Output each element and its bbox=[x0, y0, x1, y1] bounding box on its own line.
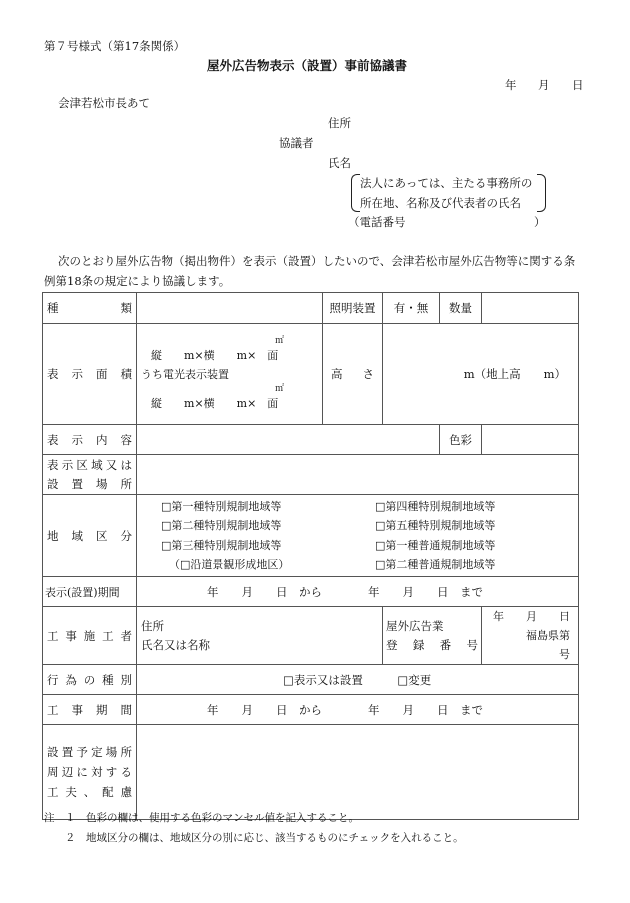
registration-field[interactable] bbox=[482, 607, 614, 665]
district-option-2[interactable]: □第二種特別規制地域等 bbox=[161, 519, 282, 532]
row-period bbox=[43, 577, 579, 607]
act-field[interactable]: □表示又は設置 □変更 bbox=[137, 665, 579, 695]
row-zone-place bbox=[43, 455, 579, 495]
period-label: 表示(設置)期間 bbox=[43, 577, 137, 607]
color-label: 色彩 bbox=[440, 425, 482, 455]
row-content bbox=[43, 425, 579, 455]
row-consideration bbox=[43, 725, 579, 820]
registration-label bbox=[383, 607, 482, 665]
lighting-label: 照明装置 bbox=[323, 293, 383, 324]
contractor-address-label: 住所 bbox=[141, 618, 164, 633]
height-field[interactable]: m（地上高 m） bbox=[383, 324, 579, 425]
district-option-roadside[interactable]: （□沿道景観形成地区） bbox=[169, 558, 290, 571]
district-option-5[interactable]: □第五種特別規制地域等 bbox=[375, 519, 496, 532]
row-act bbox=[43, 665, 579, 695]
registration-label-2: 登録番号 bbox=[386, 637, 478, 652]
district-option-3[interactable]: □第三種特別規制地域等 bbox=[161, 538, 282, 552]
district-option-7[interactable]: □第二種普通規制地域等 bbox=[375, 558, 496, 571]
date-day: 日 bbox=[572, 78, 584, 92]
consideration-field[interactable] bbox=[137, 725, 579, 820]
corp-note-left-bracket bbox=[351, 174, 360, 212]
name-label: 氏名 bbox=[328, 156, 351, 170]
district-option-1[interactable]: □第一種特別規制地域等 bbox=[161, 499, 282, 513]
row-work-period bbox=[43, 695, 579, 725]
consideration-label-1: 設置予定場所 bbox=[47, 745, 132, 759]
registration-date: 年 月 日 bbox=[493, 610, 570, 623]
form-title: 屋外広告物表示（設置）事前協議書 bbox=[207, 58, 408, 73]
consideration-label-3: 工夫、配慮 bbox=[47, 785, 132, 799]
consideration-label bbox=[43, 725, 137, 820]
note-2: ２ 地域区分の欄は、地域区分の別に応じ、該当するものにチェックを入れること。 bbox=[44, 832, 464, 844]
area-label: 表示面積 bbox=[43, 324, 137, 425]
intro-line-2: 例第18条の規定により協議します。 bbox=[44, 274, 231, 288]
kind-field[interactable] bbox=[137, 293, 323, 324]
contractor-field[interactable] bbox=[137, 607, 383, 665]
district-option-4[interactable]: □第四種特別規制地域等 bbox=[375, 499, 496, 513]
area-field[interactable] bbox=[137, 324, 323, 425]
addressee: 会津若松市長あて bbox=[58, 96, 150, 110]
content-label: 表示内容 bbox=[43, 425, 137, 455]
row-area bbox=[43, 324, 579, 425]
registration-number: 福島県第 号 bbox=[526, 629, 614, 661]
note-1: 注 １ 色彩の欄は、使用する色彩のマンセル値を記入すること。 bbox=[44, 812, 359, 824]
color-field[interactable] bbox=[482, 425, 579, 455]
zone-place-label-2: 設置場所 bbox=[47, 476, 132, 491]
date-year: 年 bbox=[505, 78, 517, 92]
address-label: 住所 bbox=[328, 116, 351, 130]
district-option-6[interactable]: □第一種普通規制地域等 bbox=[375, 538, 496, 552]
row-district bbox=[43, 495, 579, 577]
area-unit-2: ㎡ bbox=[274, 383, 284, 394]
form-number: 第７号様式（第17条関係） bbox=[44, 39, 186, 53]
kind-label: 種 類 bbox=[43, 293, 137, 324]
phone-label: （電話番号 bbox=[348, 215, 406, 229]
qty-field[interactable] bbox=[482, 293, 579, 324]
zone-place-label-1: 表示区域又は bbox=[47, 457, 132, 472]
area-unit-1: ㎡ bbox=[274, 335, 284, 346]
work-label: 工事期間 bbox=[43, 695, 137, 725]
consideration-label-2: 周辺に対する bbox=[47, 765, 132, 779]
period-field[interactable]: 年 月 日 から 年 月 日 まで bbox=[137, 577, 579, 607]
height-label: 高さ bbox=[323, 324, 383, 425]
contractor-label: 工事施工者 bbox=[43, 607, 137, 665]
qty-label: 数量 bbox=[440, 293, 482, 324]
district-options bbox=[137, 495, 579, 577]
zone-place-field[interactable] bbox=[137, 455, 579, 495]
district-label: 地域区分 bbox=[43, 495, 137, 577]
area-sub-label: うち電光表示装置 bbox=[141, 367, 229, 381]
row-contractor bbox=[43, 607, 579, 665]
date-month: 月 bbox=[538, 78, 550, 92]
corp-note-right-bracket bbox=[537, 174, 546, 212]
act-label: 行為の種別 bbox=[43, 665, 137, 695]
phone-close: ） bbox=[534, 215, 546, 229]
content-field[interactable] bbox=[137, 425, 440, 455]
row-kind bbox=[43, 293, 579, 324]
corp-note-line-2: 所在地、名称及び代表者の氏名 bbox=[360, 196, 521, 210]
corp-note-line-1: 法人にあっては、主たる事務所の bbox=[360, 176, 533, 190]
zone-place-label bbox=[43, 455, 137, 495]
work-field[interactable]: 年 月 日 から 年 月 日 まで bbox=[137, 695, 579, 725]
lighting-value[interactable]: 有・無 bbox=[383, 293, 440, 324]
registration-label-1: 屋外広告業 bbox=[386, 618, 444, 633]
application-table bbox=[42, 292, 614, 820]
area-dim-1: 縦 m×横 m× 面 bbox=[151, 348, 279, 362]
party-label: 協議者 bbox=[279, 136, 314, 150]
intro-line-1: 次のとおり屋外広告物（掲出物件）を表示（設置）したいので、会津若松市屋外広告物等に関する条 bbox=[58, 254, 576, 268]
contractor-name-label: 氏名又は名称 bbox=[141, 637, 210, 652]
area-dim-2: 縦 m×横 m× 面 bbox=[151, 396, 279, 410]
